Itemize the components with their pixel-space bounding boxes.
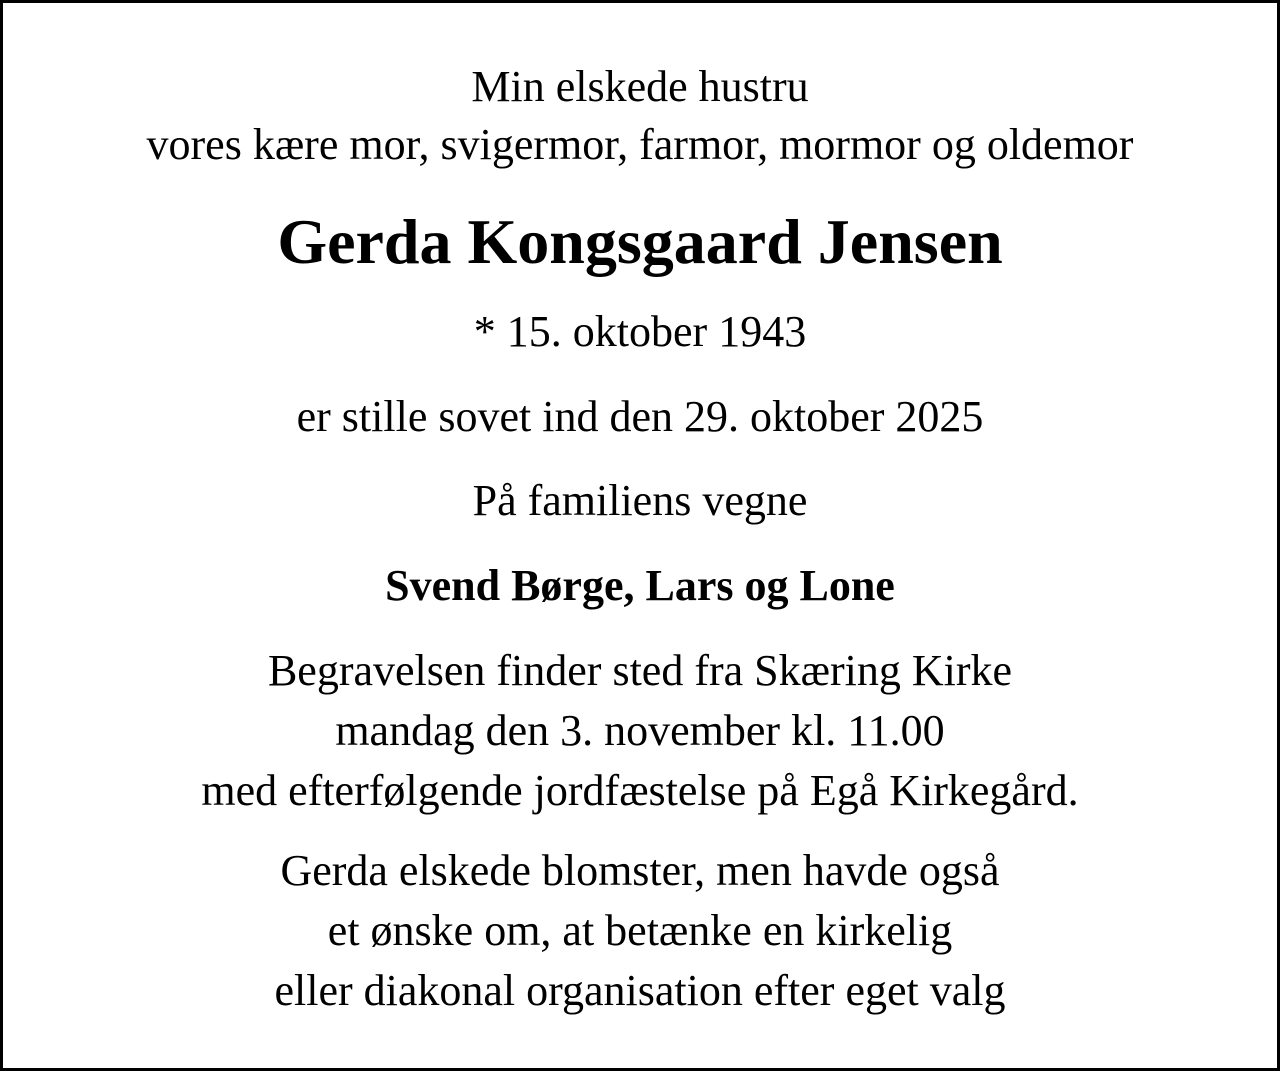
signers: Svend Børge, Lars og Lone bbox=[385, 561, 895, 610]
intro-line-1: Min elskede hustru bbox=[471, 62, 809, 111]
wish-line-1: Gerda elskede blomster, men havde også bbox=[280, 846, 1000, 895]
funeral-line-3: med efterfølgende jordfæstelse på Egå Kirkegård. bbox=[201, 766, 1079, 815]
funeral-line-1: Begravelsen finder sted fra Skæring Kirke bbox=[267, 646, 1013, 695]
birth-date: * 15. oktober 1943 bbox=[473, 307, 807, 356]
deceased-name: Gerda Kongsgaard Jensen bbox=[277, 206, 1003, 277]
intro-line-2: vores kære mor, svigermor, farmor, mormor og oldemor bbox=[146, 120, 1134, 169]
funeral-line-2: mandag den 3. november kl. 11.00 bbox=[335, 706, 945, 755]
on-behalf-text: På familiens vegne bbox=[472, 476, 808, 525]
death-date: er stille sovet ind den 29. oktober 2025 bbox=[296, 392, 984, 441]
wish-line-2: et ønske om, at betænke en kirkelig bbox=[327, 906, 953, 955]
wish-line-3: eller diakonal organisation efter eget valg bbox=[274, 966, 1006, 1015]
